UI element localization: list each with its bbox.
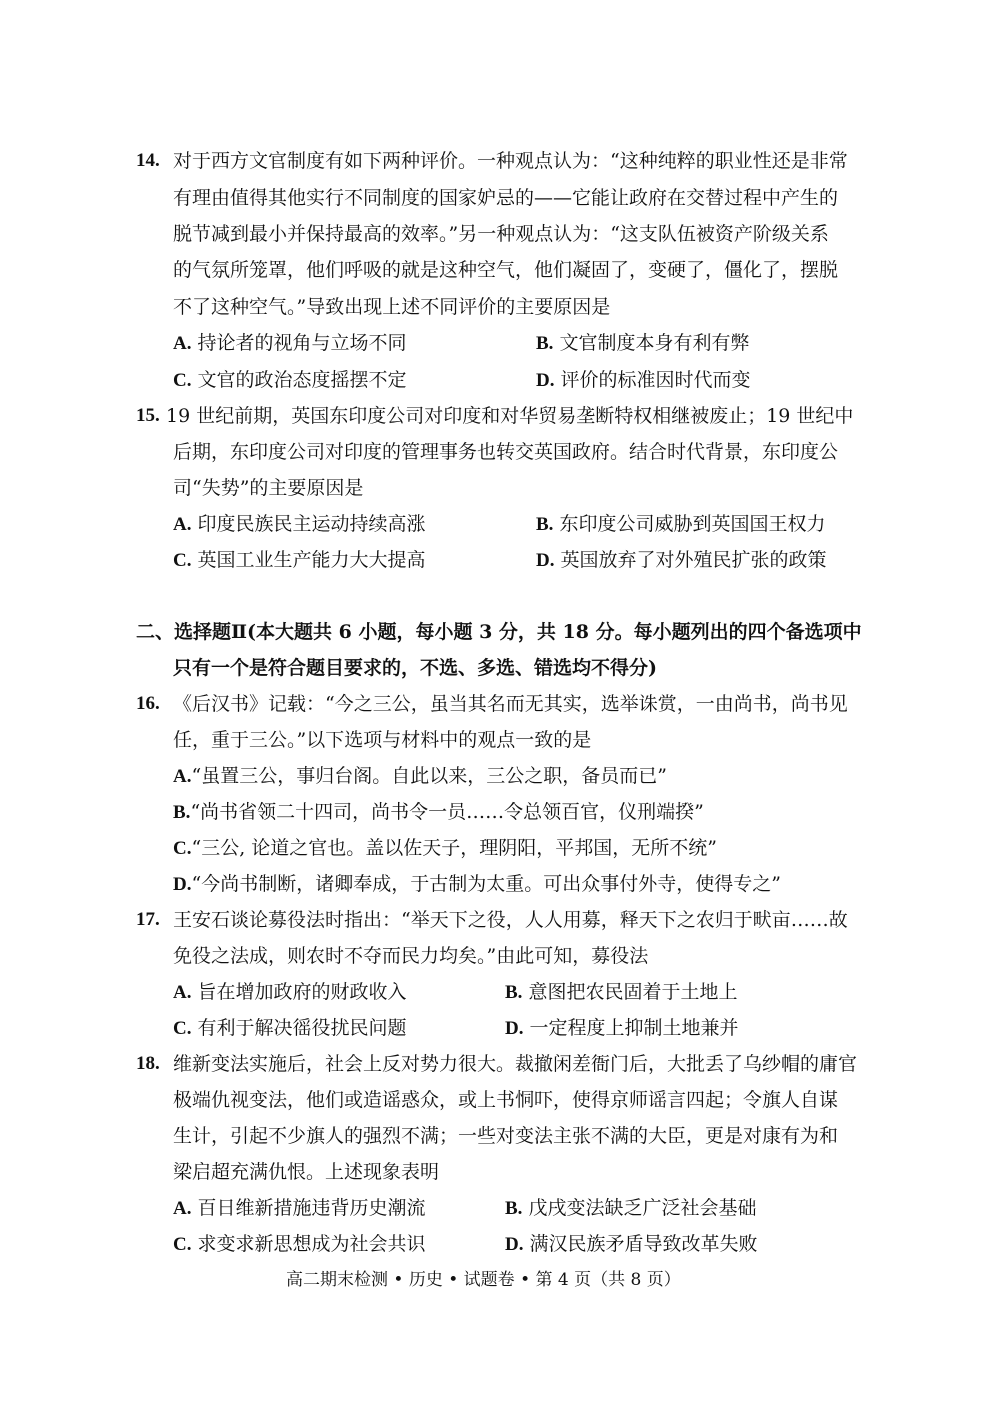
- option-d[interactable]: [505, 1232, 758, 1257]
- option-text: “三公, 论道之官也。盖以佐天子，理阴阳，平邦国，无所不统”: [191, 837, 717, 859]
- question-text-line: 对于西方文官制度有如下两种评价。一种观点认为：“这种纯粹的职业性还是非常: [173, 150, 848, 172]
- option-letter: C.: [173, 1234, 192, 1255]
- question-text-line: 《后汉书》记载：“今之三公，虽当其名而无其实，选举诛赏，一由尚书，尚书见: [173, 693, 848, 715]
- option-c[interactable]: [173, 1016, 407, 1041]
- option-text: 满汉民族矛盾导致改革失败: [529, 1233, 758, 1255]
- question-text-line: 极端仇视变法，他们或造谣惑众，或上书恫吓，使得京师谣言四起；令旗人自谋: [173, 1089, 839, 1111]
- option-text: 意图把农民固着于土地上: [528, 981, 738, 1003]
- option-c[interactable]: [173, 836, 717, 861]
- option-letter: D.: [505, 1018, 524, 1039]
- question-text-line: 王安石谈论募役法时指出：“举天下之役，人人用募，释天下之农归于畎亩……故: [173, 909, 848, 931]
- option-letter: D.: [536, 370, 555, 391]
- option-d[interactable]: [536, 368, 751, 393]
- option-letter: B.: [536, 333, 554, 354]
- option-letter: C.: [173, 370, 192, 391]
- question-text-line: 后期，东印度公司对印度的管理事务也转交英国政府。结合时代背景，东印度公: [173, 441, 839, 463]
- page-footer: 高二期末检测 • 历史 • 试题卷 • 第 4 页（共 8 页）: [286, 1270, 681, 1290]
- question-number: 17.: [136, 909, 160, 930]
- question-text-line: 有理由值得其他实行不同制度的国家妒忌的——它能让政府在交替过程中产生的: [173, 187, 839, 209]
- option-text: 旨在增加政府的财政收入: [197, 981, 407, 1003]
- section-instructions: 只有一个是符合题目要求的，不选、多选、错选均不得分): [173, 657, 657, 679]
- option-text: 求变求新思想成为社会共识: [197, 1233, 426, 1255]
- option-b[interactable]: [505, 1196, 757, 1221]
- option-letter: A.: [173, 1198, 192, 1219]
- question-text-line: 的气氛所笼罩，他们呼吸的就是这种空气，他们凝固了，变硬了，僵化了，摆脱: [173, 259, 839, 281]
- option-letter: C.: [173, 1018, 192, 1039]
- option-d[interactable]: [536, 548, 827, 573]
- option-letter: A.: [173, 766, 192, 787]
- option-letter: A.: [173, 514, 192, 535]
- option-a[interactable]: [173, 512, 426, 537]
- option-text: 文官的政治态度摇摆不定: [197, 369, 407, 391]
- question-text-line: 19 世纪前期，英国东印度公司对印度和对华贸易垄断特权相继被废止；19 世纪中: [166, 405, 854, 427]
- option-a[interactable]: [173, 1196, 426, 1221]
- option-a[interactable]: [173, 980, 407, 1005]
- option-text: 百日维新措施违背历史潮流: [197, 1197, 426, 1219]
- option-text: 戊戌变法缺乏广泛社会基础: [528, 1197, 757, 1219]
- option-c[interactable]: [173, 1232, 426, 1257]
- option-b[interactable]: [536, 512, 826, 537]
- option-text: 评价的标准因时代而变: [560, 369, 751, 391]
- option-letter: D.: [173, 874, 192, 895]
- option-b[interactable]: [173, 800, 704, 825]
- question-number: 15.: [136, 405, 160, 426]
- question-number: 14.: [136, 150, 160, 171]
- option-letter: D.: [505, 1234, 524, 1255]
- question-text-line: 维新变法实施后，社会上反对势力很大。裁撤闲差衙门后，大批丢了乌纱帽的庸官: [173, 1053, 858, 1075]
- question-text-line: 梁启超充满仇恨。上述现象表明: [173, 1161, 440, 1183]
- option-text: 东印度公司威胁到英国国王权力: [559, 513, 826, 535]
- option-text: 文官制度本身有利有弊: [559, 332, 750, 354]
- question-number: 18.: [136, 1053, 160, 1074]
- question-text-line: 任，重于三公。”以下选项与材料中的观点一致的是: [173, 729, 592, 751]
- option-b[interactable]: [536, 331, 750, 356]
- option-c[interactable]: [173, 368, 407, 393]
- option-letter: B.: [505, 1198, 523, 1219]
- option-letter: B.: [536, 514, 554, 535]
- option-text: “虽置三公，事归台阁。自此以来，三公之职，备员而已”: [191, 765, 667, 787]
- option-text: 有利于解决徭役扰民问题: [197, 1017, 407, 1039]
- option-a[interactable]: [173, 331, 407, 356]
- option-text: 印度民族民主运动持续高涨: [197, 513, 426, 535]
- option-letter: C.: [173, 550, 192, 571]
- option-text: 英国放弃了对外殖民扩张的政策: [560, 549, 827, 571]
- option-letter: D.: [536, 550, 555, 571]
- option-b[interactable]: [505, 980, 738, 1005]
- option-c[interactable]: [173, 548, 426, 573]
- option-text: “尚书省领二十四司，尚书令一员……令总领百官，仪刑端揆”: [190, 801, 704, 823]
- option-d[interactable]: [505, 1016, 739, 1041]
- option-letter: C.: [173, 838, 192, 859]
- question-text-line: 司“失势”的主要原因是: [173, 477, 364, 499]
- question-text-line: 生计，引起不少旗人的强烈不满；一些对变法主张不满的大臣，更是对康有为和: [173, 1125, 839, 1147]
- option-d[interactable]: [173, 872, 781, 897]
- option-letter: A.: [173, 333, 192, 354]
- option-text: “今尚书制断，诸卿奉成，于古制为太重。可出众事付外寺，使得专之”: [191, 873, 781, 895]
- option-letter: A.: [173, 982, 192, 1003]
- option-a[interactable]: [173, 764, 667, 789]
- option-letter: B.: [173, 802, 191, 823]
- question-text-line: 脱节减到最小并保持最高的效率。”另一种观点认为：“这支队伍被资产阶级关系: [173, 223, 829, 245]
- question-number: 16.: [136, 693, 160, 714]
- section-title: 二、选择题Ⅱ(本大题共 6 小题，每小题 3 分，共 18 分。每小题列出的四个备选项中: [136, 621, 862, 643]
- question-text-line: 免役之法成，则农时不夺而民力均矣。”由此可知，募役法: [173, 945, 649, 967]
- option-text: 一定程度上抑制土地兼并: [529, 1017, 739, 1039]
- option-text: 英国工业生产能力大大提高: [197, 549, 426, 571]
- option-text: 持论者的视角与立场不同: [197, 332, 407, 354]
- question-text-line: 不了这种空气。”导致出现上述不同评价的主要原因是: [173, 296, 611, 318]
- option-letter: B.: [505, 982, 523, 1003]
